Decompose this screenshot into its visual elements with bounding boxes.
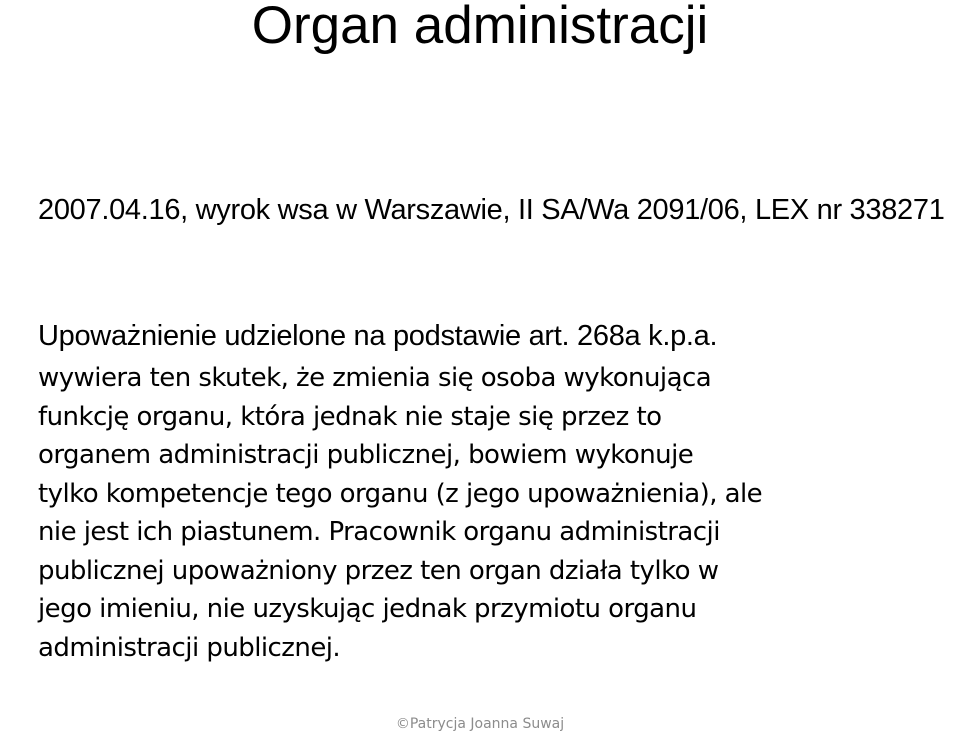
court-ruling-citation: 2007.04.16, wyrok wsa w Warszawie, II SA/Wa 2091/06, LEX nr 338271 bbox=[38, 194, 945, 226]
body-line: jego imieniu, nie uzyskując jednak przymiotu organu bbox=[38, 594, 697, 624]
authorization-heading: Upoważnienie udzielone na podstawie art. 268a k.p.a. bbox=[38, 320, 718, 352]
body-line: funkcję organu, która jednak nie staje się przez to bbox=[38, 401, 662, 432]
slide-title: Organ administracji bbox=[251, 0, 709, 55]
body-line: nie jest ich piastunem. Pracownik organu administracji bbox=[38, 517, 720, 547]
copyright-footer: ©Patrycja Joanna Suwaj bbox=[395, 716, 565, 732]
body-line: administracji publicznej. bbox=[38, 632, 341, 663]
body-line: publicznej upoważniony przez ten organ działa tylko w bbox=[38, 555, 719, 586]
body-line: tylko kompetencje tego organu (z jego upoważnienia), ale bbox=[38, 478, 763, 509]
body-line: organem administracji publicznej, bowiem wykonuje bbox=[38, 440, 694, 470]
body-line: wywiera ten skutek, że zmienia się osoba wykonująca bbox=[38, 363, 712, 393]
authorization-body bbox=[38, 359, 958, 667]
